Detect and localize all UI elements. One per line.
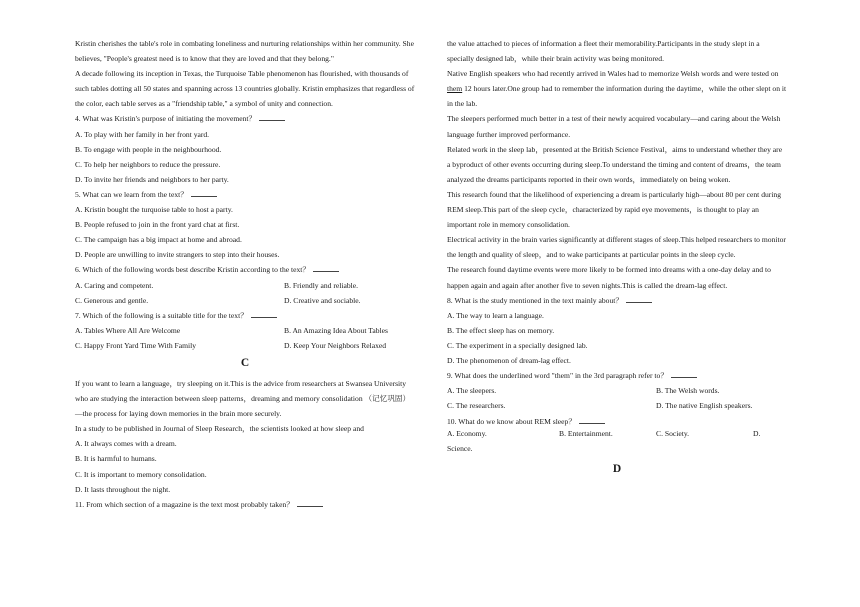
option: C. The experiment in a specially designed lab. <box>447 340 588 350</box>
paragraph: The sleepers performed much better in a test of their newly acquired vocabulary—and caring about the Welsh language further improved performance. <box>447 114 781 139</box>
option: D. To invite her friends and neighbors to her party. <box>75 174 229 184</box>
question-stem: 6. Which of the following words best describe Kristin according to the text？ <box>75 262 415 277</box>
option: B. It is harmful to humans. <box>75 454 157 464</box>
option: A. Economy. <box>447 429 487 439</box>
options-row <box>75 323 415 338</box>
options-row <box>75 293 415 308</box>
options-row <box>75 278 415 293</box>
option: C. Happy Front Yard Time With Family <box>75 340 197 350</box>
answer-blank <box>259 113 285 121</box>
options-row <box>447 426 787 441</box>
options-row <box>75 338 415 353</box>
paragraph: The research found daytime events were more likely to be formed into dreams with a one-day delay and to happen again and again after another five to seven nights.This is called the dream-lag effect. <box>447 265 771 290</box>
option: D. It lasts throughout the night. <box>75 484 171 494</box>
option: B. People refused to join in the front yard chat at first. <box>75 220 240 230</box>
question-stem: 7. Which of the following is a suitable title for the text？ <box>75 308 415 323</box>
underlined-word: them <box>447 84 463 94</box>
option: A. The way to learn a language. <box>447 310 544 320</box>
paragraph: If you want to learn a language，try sleeping on it.This is the advice from researchers at Swansea University who are studying the interaction between sleep patterns，dreaming and memory consolidation （记忆巩固）—the process for laying down memories in the brain more securely. <box>75 378 411 419</box>
option: D. The native English speakers. <box>656 401 753 411</box>
option: C. It is important to memory consolidation. <box>75 469 207 479</box>
question-stem: 4. What was Kristin's purpose of initiating the movement？ <box>75 111 415 126</box>
option: C. Generous and gentle. <box>75 295 149 305</box>
option: D. <box>753 429 761 439</box>
answer-blank <box>297 499 323 507</box>
answer-blank <box>626 295 652 303</box>
question-stem: 8. What is the study mentioned in the text mainly about？ <box>447 293 787 308</box>
answer-blank <box>579 416 605 424</box>
option: A. It always comes with a dream. <box>75 439 177 449</box>
answer-blank <box>251 310 277 318</box>
options-row <box>447 383 787 398</box>
paragraph: Native English speakers who had recently arrived in Wales had to memorize Welsh words and were tested on them 12 hours later.One group had to remember the information during the daytime，while the other slept on it in the lab. <box>447 69 787 109</box>
option: A. To play with her family in her front yard. <box>75 129 210 139</box>
question-stem: 11. From which section of a magazine is the text most probably taken？ <box>75 497 415 512</box>
section-heading-c: C <box>240 356 250 369</box>
paragraph: the value attached to pieces of information a fleet their memorability.Participants in the study slept in a specially designed lab，while their brain activity was being monitored. <box>447 39 760 64</box>
option: A. The sleepers. <box>447 386 497 396</box>
options-row <box>447 398 787 413</box>
option: C. To help her neighbors to reduce the pressure. <box>75 159 221 169</box>
left-column <box>75 36 415 512</box>
section-heading-d: D <box>612 462 622 475</box>
paragraph: This research found that the likelihood of experiencing a dream is particularly high—about 80 per cent during REM sleep.This part of the sleep cycle，characterized by rapid eye movements，is thought to play an important role in memory consolidation. <box>447 189 782 230</box>
question-stem: 10. What do we know about REM sleep？ <box>447 416 787 426</box>
option: B. Entertainment. <box>559 429 613 439</box>
option: A. Kristin bought the turquoise table to host a party. <box>75 205 233 215</box>
option: B. An Amazing Idea About Tables <box>284 325 388 335</box>
option: A. Caring and competent. <box>75 280 154 290</box>
answer-blank <box>191 189 217 197</box>
answer-blank <box>671 370 697 378</box>
paragraph: Electrical activity in the brain varies significantly at different stages of sleep.This helped researchers to monitor the length and quality of sleep，and to wake participants at particular points in the sleep cycle. <box>447 235 786 260</box>
option: B. The effect sleep has on memory. <box>447 325 555 335</box>
question-stem: 9. What does the underlined word "them" in the 3rd paragraph refer to？ <box>447 368 787 383</box>
option: B. The Welsh words. <box>656 386 720 396</box>
answer-blank <box>313 264 339 272</box>
paragraph: Related work in the sleep lab，presented at the British Science Festival，aims to understand whether they are a byproduct of other events occurring during sleep.To understand the timing and content of dreams，the team analyzed the dreams participants reported in their own words，immediately on being woken. <box>447 144 783 184</box>
option-wrap: Science. <box>447 444 473 454</box>
option: D. The phenomenon of dream-lag effect. <box>447 355 571 365</box>
option: D. Keep Your Neighbors Relaxed <box>284 340 387 350</box>
option: C. The researchers. <box>447 401 506 411</box>
option: C. Society. <box>656 429 690 439</box>
paragraph: Kristin cherishes the table's role in combating loneliness and nurturing relationships within her community. She believes, "People's greatest need is to know that they are loved and that they belong." <box>75 39 414 64</box>
paragraph: A decade following its inception in Texas, the Turquoise Table phenomenon has flourished, with thousands of such tables dotting all 50 states and spanning across 13 countries globally. Kristin emphasizes that regardless of the color, each table serves as a "friendship table," a symbol of unity and connection. <box>75 69 415 109</box>
option: A. Tables Where All Are Welcome <box>75 325 181 335</box>
option: B. To engage with people in the neighbourhood. <box>75 144 222 154</box>
option: D. People are unwilling to invite strangers to step into their houses. <box>75 250 280 260</box>
option: B. Friendly and reliable. <box>284 280 359 290</box>
option: D. Creative and sociable. <box>284 295 361 305</box>
right-column <box>447 36 787 482</box>
question-stem: 5. What can we learn from the text？ <box>75 187 415 202</box>
option: C. The campaign has a big impact at home and abroad. <box>75 235 242 245</box>
paragraph: In a study to be published in Journal of Sleep Research，the scientists looked at how sleep and <box>75 424 364 434</box>
